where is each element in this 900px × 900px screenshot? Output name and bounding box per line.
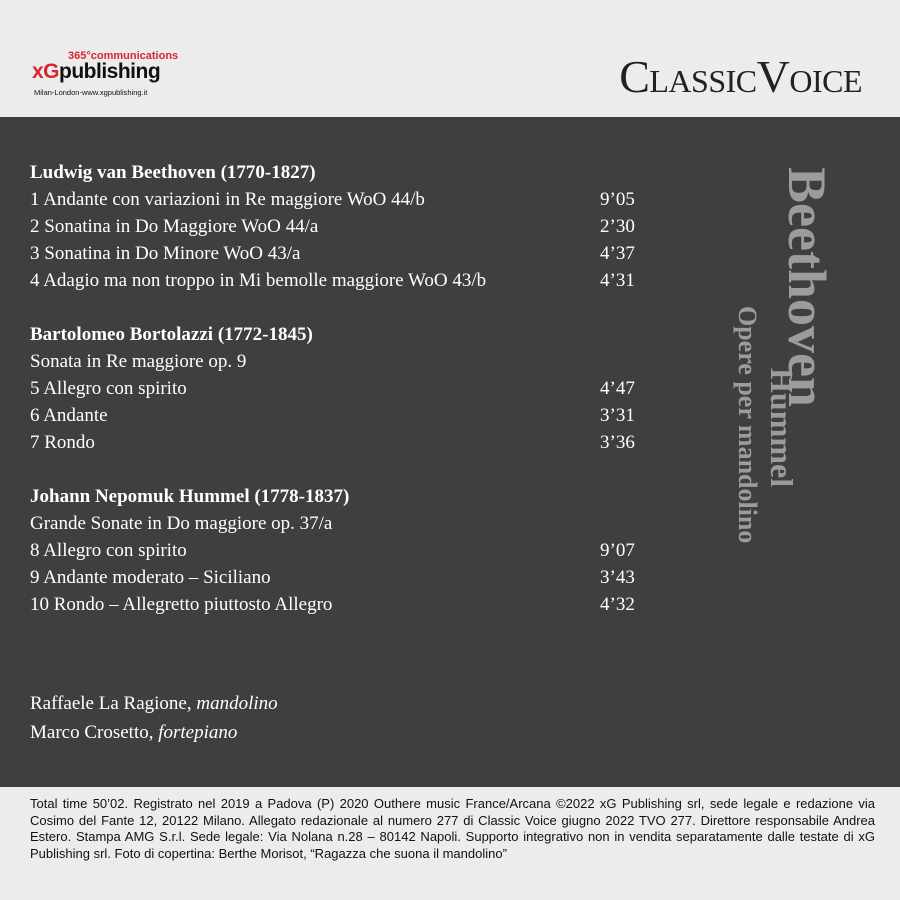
- composer-heading: Ludwig van Beethoven (1770-1827): [30, 162, 316, 183]
- section-gap: [30, 456, 650, 483]
- track-duration: 4’31: [600, 270, 635, 291]
- performer: Marco Crosetto, fortepiano: [30, 722, 238, 743]
- track-row: 7 Rondo 3’36: [30, 429, 650, 456]
- track-row: 2 Sonatina in Do Maggiore WoO 44/a 2’30: [30, 213, 650, 240]
- work-title: Sonata in Re maggiore op. 9: [30, 351, 247, 372]
- section-gap: [30, 294, 650, 321]
- track-row: 10 Rondo – Allegretto piuttosto Allegro 4’32: [30, 591, 650, 618]
- track-duration: 9’07: [600, 540, 635, 561]
- logo-brand-word: publishing: [59, 60, 161, 83]
- track-duration: 4’47: [600, 378, 635, 399]
- track-duration: 3’36: [600, 432, 635, 453]
- track-row: 6 Andante 3’31: [30, 402, 650, 429]
- track-row: 4 Adagio ma non troppo in Mi bemolle maggiore WoO 43/b 4’31: [30, 267, 650, 294]
- composer-heading: Bartolomeo Bortolazzi (1772-1845): [30, 324, 313, 345]
- performers: [30, 689, 278, 747]
- track-row: 9 Andante moderato – Siciliano 3’43: [30, 564, 650, 591]
- composer-heading: Johann Nepomuk Hummel (1778-1837): [30, 486, 350, 507]
- track-row: 3 Sonatina in Do Minore WoO 43/a 4’37: [30, 240, 650, 267]
- track-row: 5 Allegro con spirito 4’47: [30, 375, 650, 402]
- logo-tagline: 365°communications: [68, 50, 179, 62]
- track-duration: 9’05: [600, 189, 635, 210]
- track-row: 8 Allegro con spirito 9’07: [30, 537, 650, 564]
- spine-subtitle: Opere per mandolino: [733, 306, 762, 544]
- spine-title-hummel: Hummel: [764, 368, 800, 488]
- track-duration: 2’30: [600, 216, 635, 237]
- logo-brand-xg: xG: [32, 60, 60, 83]
- track-duration: 3’43: [600, 567, 635, 588]
- spine-title-beethoven: Beethoven: [777, 167, 837, 407]
- magazine-logo: ClassicVoice: [619, 51, 862, 102]
- credits-footer: Total time 50’02. Registrato nel 2019 a Padova (P) 2020 Outhere music France/Arcana ©2022 xG Publishing srl, sede legale e redazione via Cosimo del Fante 12, 20122 Milano. Allegato redazionale al numero 277 di Classic Voice giugno 2022 TVO 277. Direttore responsabile Andrea Estero. Stampa AMG S.r.l. Sede legale: Via Nolana n.28 – 80142 Napoli. Supporto integrativo non in vendita separatamente dalle testate di xG Publishing srl. Foto di copertina: Berthe Morisot, “Ragazza che suona il mandolino”: [30, 796, 875, 861]
- performer: Raffaele La Ragione, mandolino: [30, 693, 278, 714]
- work-title: Grande Sonate in Do maggiore op. 37/a: [30, 513, 333, 534]
- publisher-logo: [32, 50, 192, 110]
- track-duration: 4’37: [600, 243, 635, 264]
- tracklist: [30, 159, 650, 618]
- track-row: 1 Andante con variazioni in Re maggiore WoO 44/b 9’05: [30, 186, 650, 213]
- logo-brand: [32, 60, 160, 84]
- logo-subline: Milan-London-www.xgpublishing.it: [34, 88, 148, 97]
- track-duration: 4’32: [600, 594, 635, 615]
- track-duration: 3’31: [600, 405, 635, 426]
